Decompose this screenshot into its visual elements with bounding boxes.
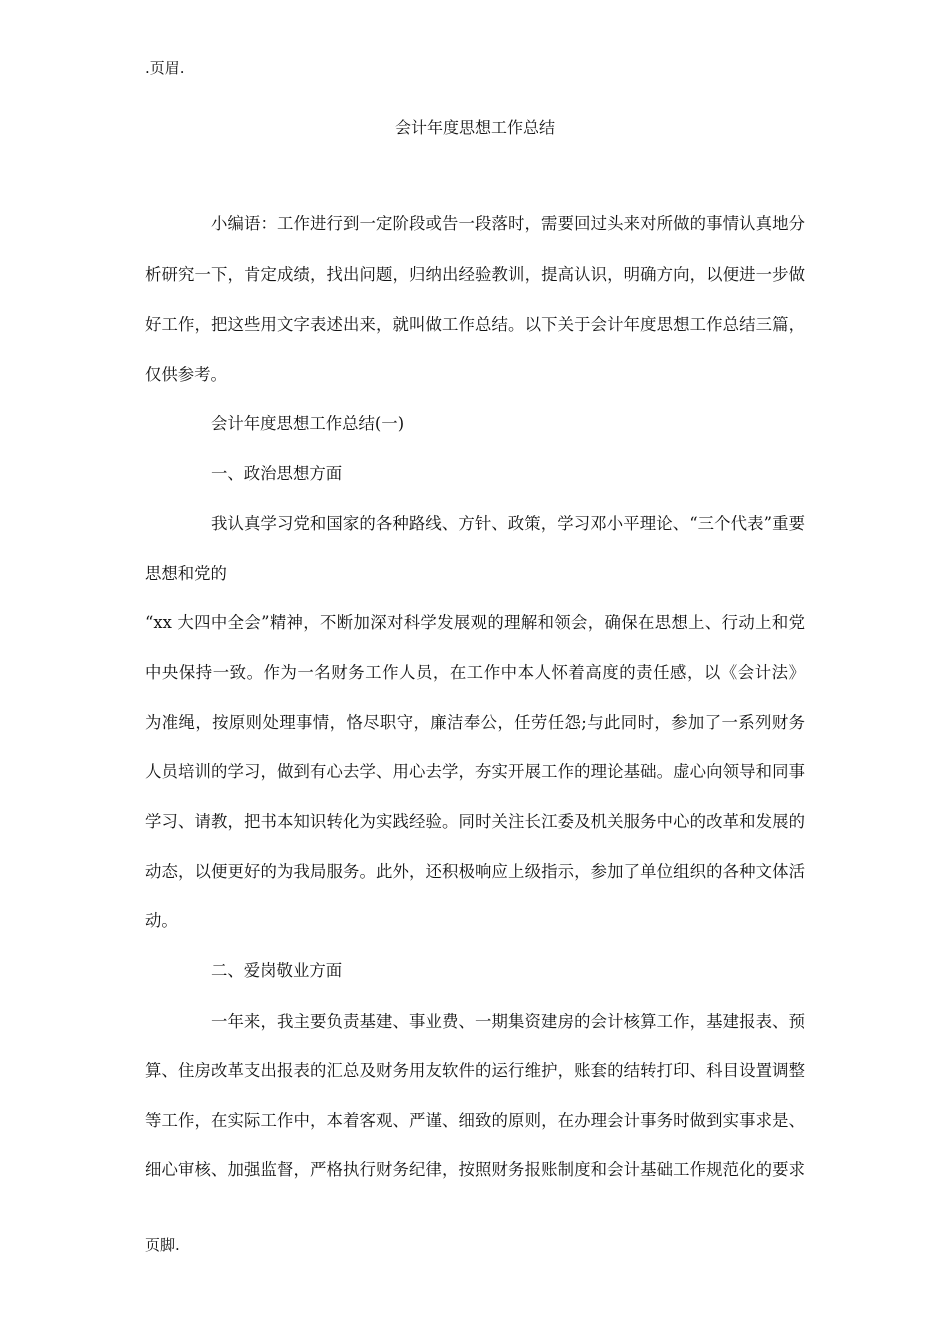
paragraph-line: 为准绳，按原则处理事情，恪尽职守，廉洁奉公，任劳任怨;与此同时，参加了一系列财务 <box>145 713 805 732</box>
subsection-heading: 二、爱岗敬业方面 <box>211 961 343 980</box>
paragraph-line: 中央保持一致。作为一名财务工作人员，在工作中本人怀着高度的责任感，以《会计法》 <box>145 663 805 682</box>
paragraph-line: 细心审核、加强监督，严格执行财务纪律，按照财务报账制度和会计基础工作规范化的要求 <box>145 1160 805 1179</box>
paragraph-line: 人员培训的学习，做到有心去学、用心去学，夯实开展工作的理论基础。虚心向领导和同事 <box>145 762 805 781</box>
intro-line: 析研究一下，肯定成绩，找出问题，归纳出经验教训，提高认识，明确方向，以便进一步做 <box>145 265 805 284</box>
intro-line: 好工作，把这些用文字表述出来，就叫做工作总结。以下关于会计年度思想工作总结三篇， <box>145 315 805 334</box>
paragraph-line: 动。 <box>145 911 178 930</box>
subsection-heading: 一、政治思想方面 <box>211 464 343 483</box>
paragraph-line: “xx 大四中全会”精神，不断加深对科学发展观的理解和领会，确保在思想上、行动上和党 <box>145 613 805 632</box>
paragraph-line: 等工作，在实际工作中，本着客观、严谨、细致的原则，在办理会计事务时做到实事求是、 <box>145 1111 805 1130</box>
paragraph-line: 一年来，我主要负责基建、事业费、一期集资建房的会计核算工作，基建报表、预 <box>211 1012 805 1031</box>
page-footer: 页脚. <box>145 1236 180 1254</box>
intro-line: 仅供参考。 <box>145 365 227 384</box>
paragraph-line: 思想和党的 <box>145 564 227 583</box>
page-header: .页眉. <box>145 59 185 77</box>
intro-line: 小编语：工作进行到一定阶段或告一段落时，需要回过头来对所做的事情认真地分 <box>211 214 805 233</box>
document-title: 会计年度思想工作总结 <box>394 118 555 137</box>
paragraph-line: 学习、请教，把书本知识转化为实践经验。同时关注长江委及机关服务中心的改革和发展的 <box>145 812 805 831</box>
paragraph-line: 我认真学习党和国家的各种路线、方针、政策，学习邓小平理论、“三个代表”重要 <box>211 514 805 533</box>
paragraph-line: 动态，以便更好的为我局服务。此外，还积极响应上级指示，参加了单位组织的各种文体活 <box>145 862 805 881</box>
paragraph-line: 算、住房改革支出报表的汇总及财务用友软件的运行维护，账套的结转打印、科目设置调整 <box>145 1061 805 1080</box>
section-title: 会计年度思想工作总结(一) <box>211 414 405 433</box>
